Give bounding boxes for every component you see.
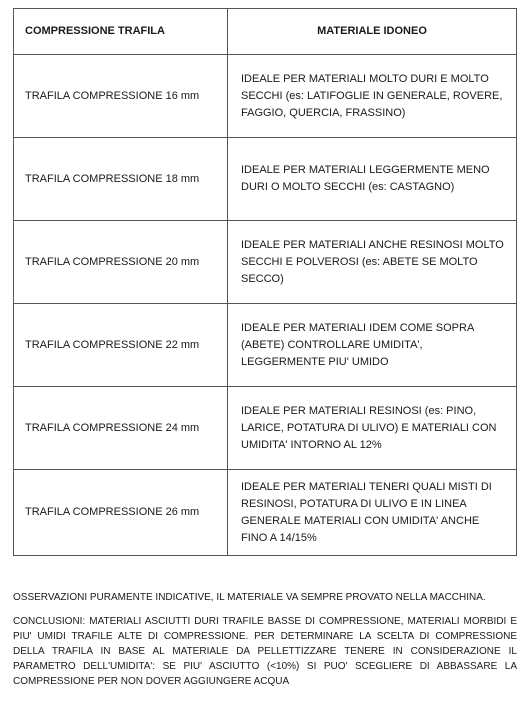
table-header-row — [14, 9, 517, 55]
notes-section — [13, 590, 517, 689]
trafila-cell: TRAFILA COMPRESSIONE 18 mm — [14, 138, 228, 221]
conclusion-note: CONCLUSIONI: MATERIALI ASCIUTTI DURI TRAFILE BASSE DI COMPRESSIONE, MATERIALI MORBIDI E PIU' UMIDI TRAFILE ALTE DI COMPRESSIONE. PER DETERMINARE LA SCELTA DI COMPRESSIONE DELLA TRAFILA IN BASE AL MATERIALE DA PELLETTIZZARE TENERE IN CONSIDERAZIONE IL PARAMETRO DELL'UMIDITA': SE PIU' ASCIUTTO (<10%) SI PUO' SCEGLIERE DI ABBASSARE LA COMPRESSIONE PER NON DOVER AGGIUNGERE ACQUA — [13, 616, 517, 687]
compression-table — [13, 8, 517, 556]
trafila-cell: TRAFILA COMPRESSIONE 20 mm — [14, 221, 228, 304]
trafila-cell: TRAFILA COMPRESSIONE 16 mm — [14, 55, 228, 138]
materiale-cell: IDEALE PER MATERIALI TENERI QUALI MISTI DI RESINOSI, POTATURA DI ULIVO E IN LINEA GENERALE MATERIALI CON UMIDITA' ANCHE FINO A 14/15% — [228, 470, 517, 556]
table-row — [14, 221, 517, 304]
table-row — [14, 304, 517, 387]
materiale-cell: IDEALE PER MATERIALI IDEM COME SOPRA (ABETE) CONTROLLARE UMIDITA', LEGGERMENTE PIU' UMIDO — [228, 304, 517, 387]
materiale-cell: IDEALE PER MATERIALI LEGGERMENTE MENO DURI O MOLTO SECCHI (es: CASTAGNO) — [228, 138, 517, 221]
observation-note: OSSERVAZIONI PURAMENTE INDICATIVE, IL MATERIALE VA SEMPRE PROVATO NELLA MACCHINA. — [13, 592, 486, 603]
header-materiale-idoneo: MATERIALE IDONEO — [228, 9, 517, 55]
table-row — [14, 138, 517, 221]
header-compressione-trafila: COMPRESSIONE TRAFILA — [14, 9, 228, 55]
table-row — [14, 470, 517, 556]
table-row — [14, 55, 517, 138]
table-row — [14, 387, 517, 470]
materiale-cell: IDEALE PER MATERIALI RESINOSI (es: PINO, LARICE, POTATURA DI ULIVO) E MATERIALI CON UMIDITA' INTORNO AL 12% — [228, 387, 517, 470]
materiale-cell: IDEALE PER MATERIALI ANCHE RESINOSI MOLTO SECCHI E POLVEROSI (es: ABETE SE MOLTO SECCO) — [228, 221, 517, 304]
trafila-cell: TRAFILA COMPRESSIONE 26 mm — [14, 470, 228, 556]
trafila-cell: TRAFILA COMPRESSIONE 22 mm — [14, 304, 228, 387]
materiale-cell: IDEALE PER MATERIALI MOLTO DURI E MOLTO SECCHI (es: LATIFOGLIE IN GENERALE, ROVERE, FAGGIO, QUERCIA, FRASSINO) — [228, 55, 517, 138]
trafila-cell: TRAFILA COMPRESSIONE 24 mm — [14, 387, 228, 470]
